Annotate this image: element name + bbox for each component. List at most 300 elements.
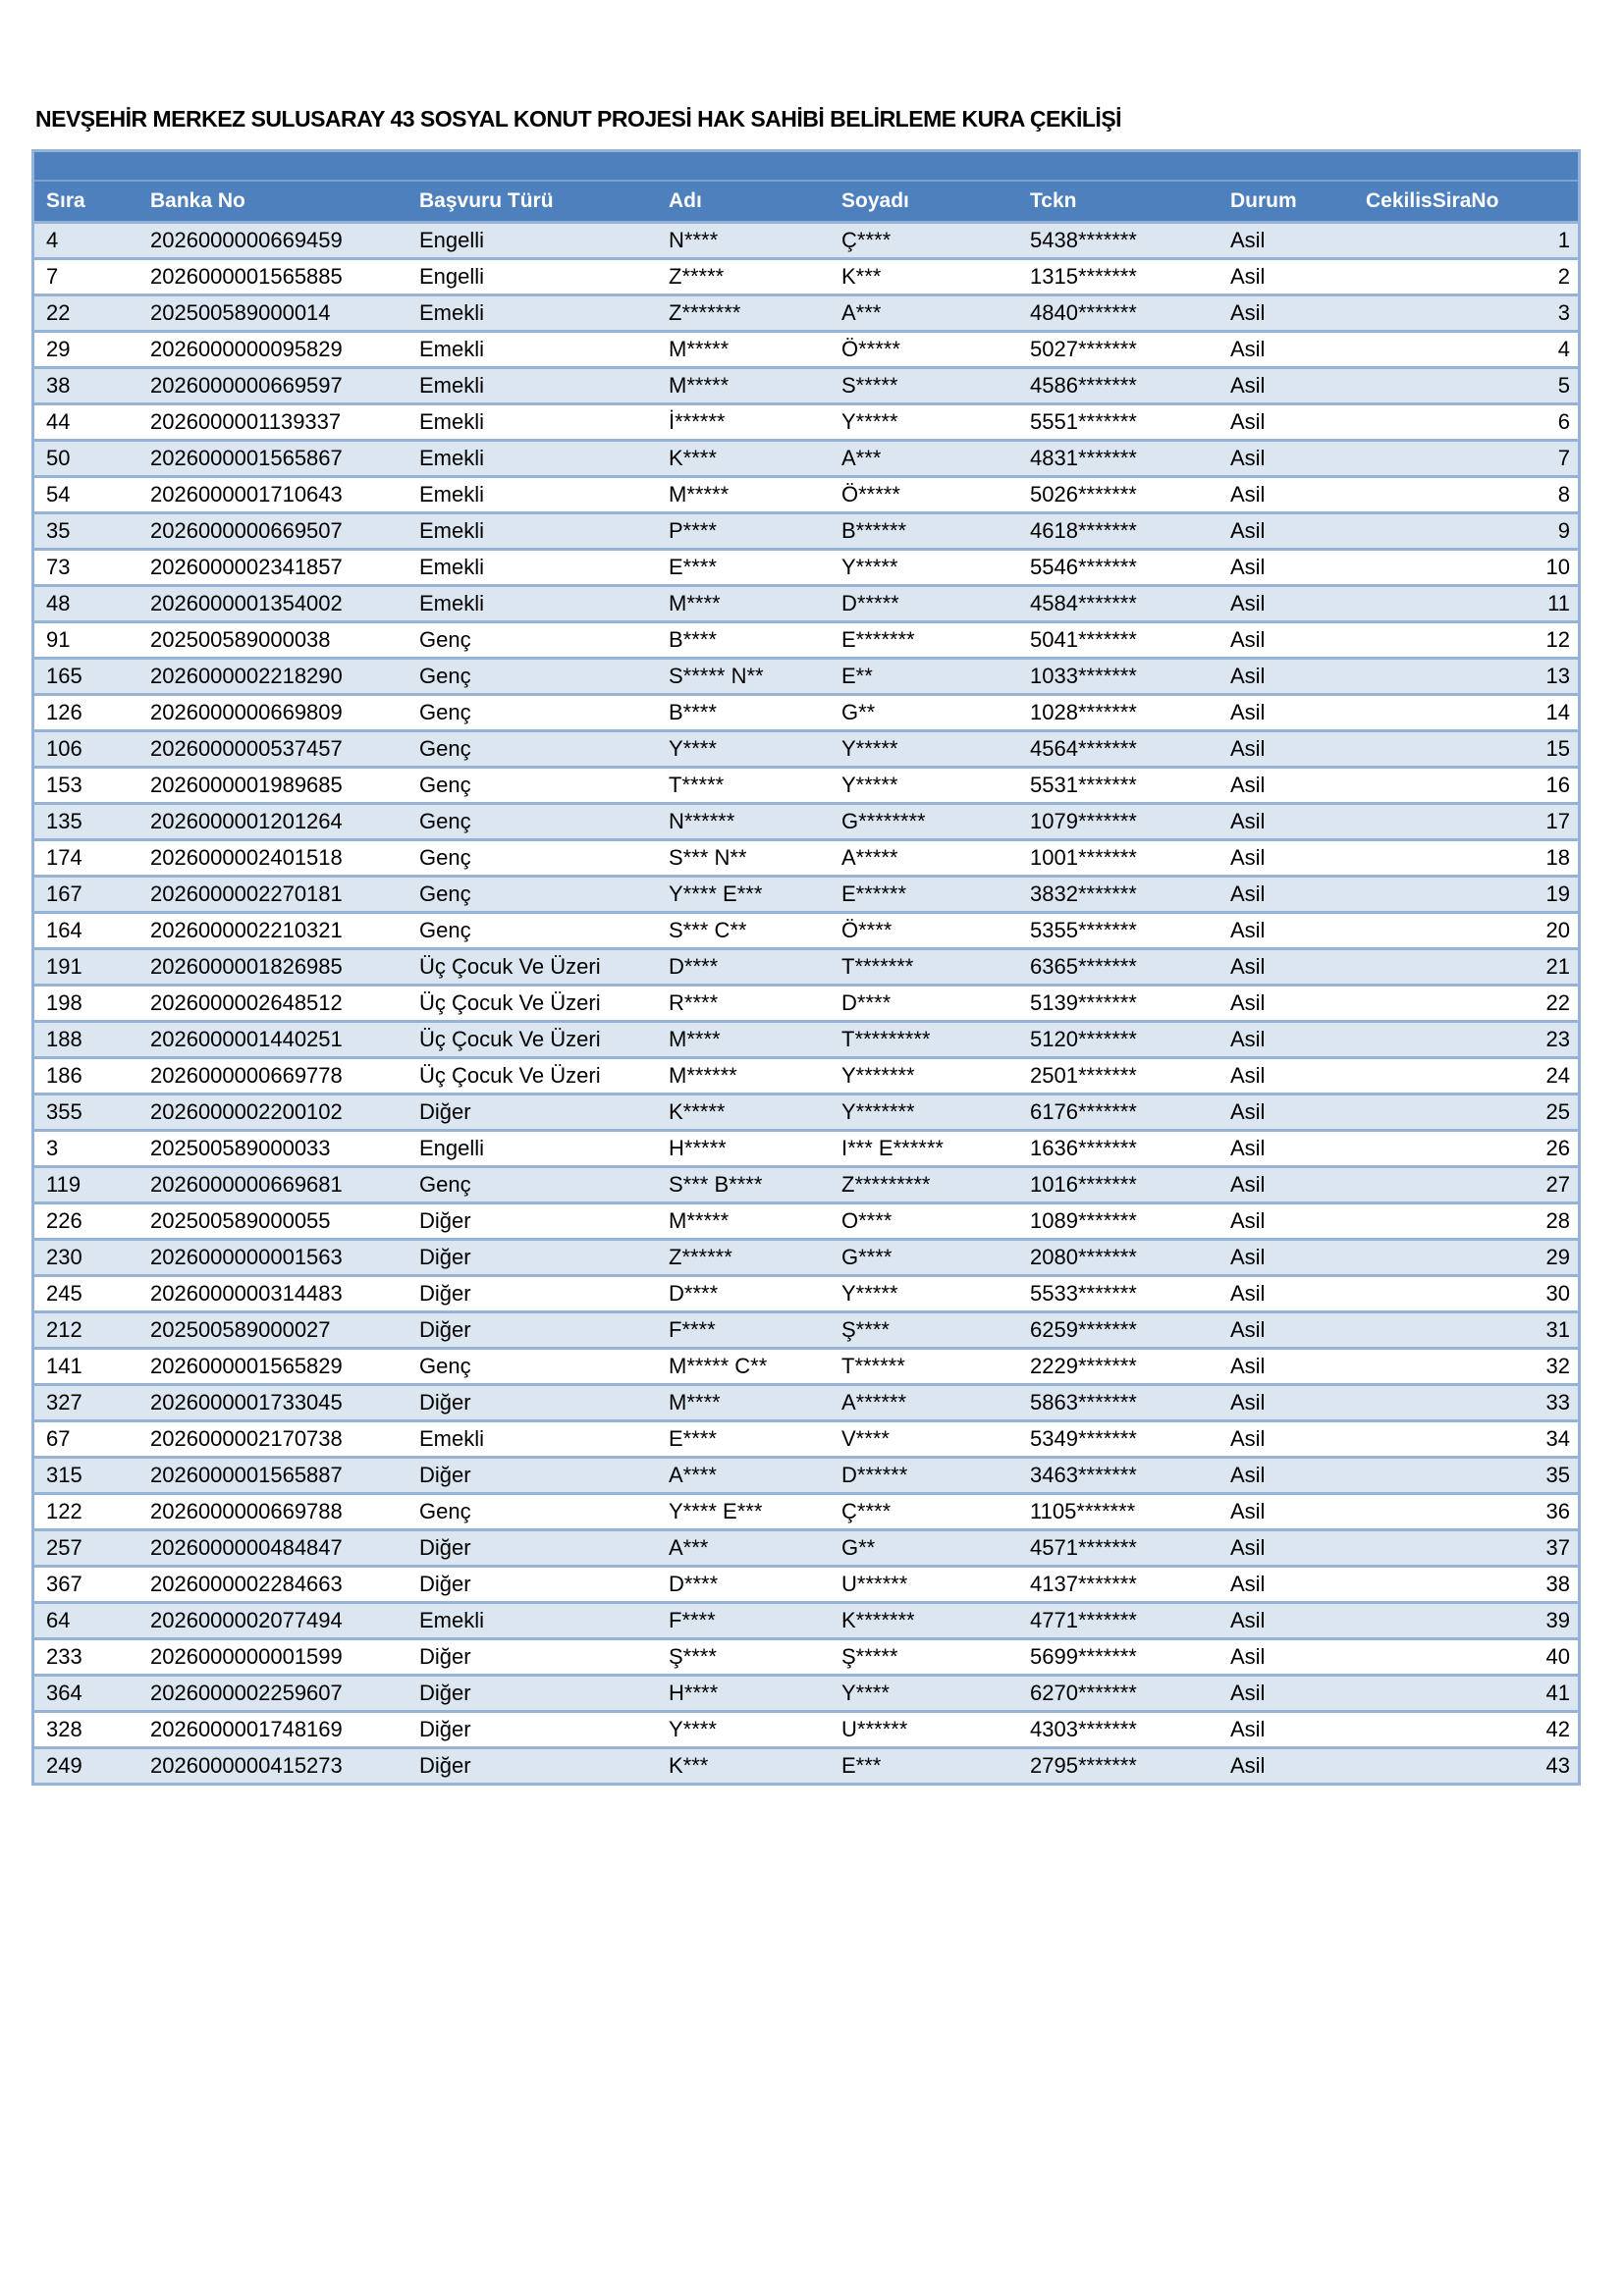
cell-adi: N****** [657, 802, 830, 838]
table-row [34, 1165, 1578, 1201]
cell-banka-no: 202500589000014 [138, 294, 407, 330]
cell-soyadi: E** [830, 657, 1018, 693]
cell-durum: Asil [1218, 1492, 1354, 1528]
cell-sira: 364 [34, 1674, 138, 1710]
cell-tckn: 1636******* [1018, 1129, 1218, 1165]
cell-adi: İ****** [657, 402, 830, 439]
cell-banka-no: 2026000000537457 [138, 729, 407, 766]
cell-adi: S*** C** [657, 911, 830, 947]
cell-cekilis-sira-no: 40 [1354, 1637, 1578, 1674]
column-header-tckn: Tckn [1018, 182, 1218, 221]
cell-basvuru-turu: Emekli [407, 294, 657, 330]
table-row [34, 1238, 1578, 1274]
cell-durum: Asil [1218, 1347, 1354, 1383]
cell-tckn: 2080******* [1018, 1238, 1218, 1274]
cell-sira: 126 [34, 693, 138, 729]
table-row [34, 657, 1578, 693]
cell-soyadi: Y***** [830, 766, 1018, 802]
cell-cekilis-sira-no: 43 [1354, 1746, 1578, 1783]
cell-cekilis-sira-no: 27 [1354, 1165, 1578, 1201]
table-row [34, 1565, 1578, 1601]
cell-cekilis-sira-no: 32 [1354, 1347, 1578, 1383]
cell-adi: M**** [657, 584, 830, 620]
cell-durum: Asil [1218, 1419, 1354, 1456]
cell-adi: Z******* [657, 294, 830, 330]
cell-adi: Y**** E*** [657, 1492, 830, 1528]
cell-cekilis-sira-no: 11 [1354, 584, 1578, 620]
cell-banka-no: 2026000000484847 [138, 1528, 407, 1565]
cell-durum: Asil [1218, 1674, 1354, 1710]
cell-tckn: 4586******* [1018, 366, 1218, 402]
cell-tckn: 4584******* [1018, 584, 1218, 620]
cell-banka-no: 2026000002401518 [138, 838, 407, 875]
table-row [34, 1637, 1578, 1674]
cell-banka-no: 2026000002648512 [138, 984, 407, 1020]
cell-sira: 233 [34, 1637, 138, 1674]
cell-tckn: 2229******* [1018, 1347, 1218, 1383]
cell-cekilis-sira-no: 25 [1354, 1093, 1578, 1129]
cell-soyadi: A****** [830, 1383, 1018, 1419]
cell-basvuru-turu: Diğer [407, 1456, 657, 1492]
cell-soyadi: D***** [830, 584, 1018, 620]
cell-soyadi: Y******* [830, 1093, 1018, 1129]
cell-basvuru-turu: Genç [407, 802, 657, 838]
cell-sira: 106 [34, 729, 138, 766]
cell-durum: Asil [1218, 838, 1354, 875]
cell-durum: Asil [1218, 947, 1354, 984]
cell-adi: E**** [657, 548, 830, 584]
cell-sira: 327 [34, 1383, 138, 1419]
cell-basvuru-turu: Emekli [407, 511, 657, 548]
cell-cekilis-sira-no: 5 [1354, 366, 1578, 402]
cell-tckn: 5551******* [1018, 402, 1218, 439]
cell-adi: S*** B**** [657, 1165, 830, 1201]
table-row [34, 221, 1578, 257]
cell-cekilis-sira-no: 13 [1354, 657, 1578, 693]
cell-sira: 355 [34, 1093, 138, 1129]
cell-durum: Asil [1218, 1165, 1354, 1201]
cell-sira: 3 [34, 1129, 138, 1165]
cell-adi: D**** [657, 1565, 830, 1601]
cell-tckn: 2501******* [1018, 1056, 1218, 1093]
table-row [34, 1492, 1578, 1528]
cell-banka-no: 2026000002270181 [138, 875, 407, 911]
table-row [34, 1274, 1578, 1310]
cell-adi: M***** [657, 366, 830, 402]
cell-cekilis-sira-no: 28 [1354, 1201, 1578, 1238]
cell-tckn: 5355******* [1018, 911, 1218, 947]
cell-banka-no: 2026000001733045 [138, 1383, 407, 1419]
cell-adi: K**** [657, 439, 830, 475]
cell-tckn: 4571******* [1018, 1528, 1218, 1565]
cell-soyadi: Ö**** [830, 911, 1018, 947]
cell-sira: 191 [34, 947, 138, 984]
table-row [34, 1746, 1578, 1783]
cell-sira: 141 [34, 1347, 138, 1383]
cell-tckn: 6365******* [1018, 947, 1218, 984]
cell-banka-no: 2026000001354002 [138, 584, 407, 620]
cell-tckn: 5349******* [1018, 1419, 1218, 1456]
cell-adi: F**** [657, 1310, 830, 1347]
cell-adi: K*** [657, 1746, 830, 1783]
cell-cekilis-sira-no: 1 [1354, 221, 1578, 257]
cell-basvuru-turu: Diğer [407, 1637, 657, 1674]
column-header-soyadi: Soyadı [830, 182, 1018, 221]
cell-sira: 212 [34, 1310, 138, 1347]
cell-banka-no: 2026000002200102 [138, 1093, 407, 1129]
cell-banka-no: 2026000002259607 [138, 1674, 407, 1710]
cell-durum: Asil [1218, 766, 1354, 802]
cell-soyadi: B****** [830, 511, 1018, 548]
cell-cekilis-sira-no: 42 [1354, 1710, 1578, 1746]
cell-basvuru-turu: Genç [407, 657, 657, 693]
cell-basvuru-turu: Engelli [407, 257, 657, 294]
cell-basvuru-turu: Emekli [407, 584, 657, 620]
cell-tckn: 5026******* [1018, 475, 1218, 511]
cell-adi: Z****** [657, 1238, 830, 1274]
table-row [34, 1310, 1578, 1347]
cell-soyadi: Y***** [830, 729, 1018, 766]
cell-sira: 38 [34, 366, 138, 402]
cell-cekilis-sira-no: 8 [1354, 475, 1578, 511]
cell-durum: Asil [1218, 657, 1354, 693]
cell-durum: Asil [1218, 439, 1354, 475]
cell-cekilis-sira-no: 7 [1354, 439, 1578, 475]
table-row [34, 1383, 1578, 1419]
cell-tckn: 4618******* [1018, 511, 1218, 548]
cell-tckn: 1016******* [1018, 1165, 1218, 1201]
cell-adi: S*** N** [657, 838, 830, 875]
cell-sira: 44 [34, 402, 138, 439]
cell-durum: Asil [1218, 1274, 1354, 1310]
cell-soyadi: E****** [830, 875, 1018, 911]
cell-sira: 174 [34, 838, 138, 875]
cell-soyadi: G** [830, 693, 1018, 729]
cell-durum: Asil [1218, 1746, 1354, 1783]
cell-basvuru-turu: Üç Çocuk Ve Üzeri [407, 1020, 657, 1056]
cell-banka-no: 2026000000669788 [138, 1492, 407, 1528]
cell-sira: 186 [34, 1056, 138, 1093]
cell-basvuru-turu: Diğer [407, 1710, 657, 1746]
cell-sira: 167 [34, 875, 138, 911]
cell-basvuru-turu: Üç Çocuk Ve Üzeri [407, 1056, 657, 1093]
page-title: NEVŞEHİR MERKEZ SULUSARAY 43 SOSYAL KONUT PROJESİ HAK SAHİBİ BELİRLEME KURA ÇEKİLİŞİ [35, 106, 1122, 132]
cell-adi: M***** C** [657, 1347, 830, 1383]
cell-soyadi: Ö***** [830, 475, 1018, 511]
table-row [34, 1456, 1578, 1492]
cell-basvuru-turu: Diğer [407, 1201, 657, 1238]
cell-soyadi: V**** [830, 1419, 1018, 1456]
cell-cekilis-sira-no: 17 [1354, 802, 1578, 838]
cell-soyadi: D**** [830, 984, 1018, 1020]
cell-cekilis-sira-no: 26 [1354, 1129, 1578, 1165]
cell-basvuru-turu: Emekli [407, 402, 657, 439]
cell-soyadi: A*** [830, 439, 1018, 475]
table-row [34, 330, 1578, 366]
column-header-durum: Durum [1218, 182, 1354, 221]
cell-cekilis-sira-no: 6 [1354, 402, 1578, 439]
column-header-cekilis-sira-no: CekilisSiraNo [1354, 182, 1578, 221]
cell-sira: 48 [34, 584, 138, 620]
cell-sira: 54 [34, 475, 138, 511]
cell-basvuru-turu: Diğer [407, 1274, 657, 1310]
cell-durum: Asil [1218, 1383, 1354, 1419]
header-spacer-row [34, 152, 1578, 182]
cell-tckn: 1089******* [1018, 1201, 1218, 1238]
cell-banka-no: 2026000001440251 [138, 1020, 407, 1056]
cell-sira: 119 [34, 1165, 138, 1201]
cell-tckn: 1033******* [1018, 657, 1218, 693]
cell-soyadi: T********* [830, 1020, 1018, 1056]
cell-tckn: 4564******* [1018, 729, 1218, 766]
cell-banka-no: 202500589000038 [138, 620, 407, 657]
cell-adi: T***** [657, 766, 830, 802]
table-row [34, 1093, 1578, 1129]
cell-basvuru-turu: Diğer [407, 1383, 657, 1419]
cell-banka-no: 2026000000095829 [138, 330, 407, 366]
cell-banka-no: 2026000002210321 [138, 911, 407, 947]
cell-cekilis-sira-no: 39 [1354, 1601, 1578, 1637]
cell-basvuru-turu: Genç [407, 620, 657, 657]
cell-soyadi: K******* [830, 1601, 1018, 1637]
cell-soyadi: E*** [830, 1746, 1018, 1783]
cell-durum: Asil [1218, 548, 1354, 584]
cell-sira: 226 [34, 1201, 138, 1238]
cell-soyadi: T****** [830, 1347, 1018, 1383]
cell-banka-no: 2026000001710643 [138, 475, 407, 511]
cell-basvuru-turu: Genç [407, 838, 657, 875]
table-row [34, 875, 1578, 911]
cell-sira: 50 [34, 439, 138, 475]
cell-banka-no: 2026000000669507 [138, 511, 407, 548]
cell-soyadi: Ö***** [830, 330, 1018, 366]
table-row [34, 548, 1578, 584]
cell-adi: Ş**** [657, 1637, 830, 1674]
column-header-basvuru-turu: Başvuru Türü [407, 182, 657, 221]
cell-adi: N**** [657, 221, 830, 257]
table-row [34, 1129, 1578, 1165]
cell-tckn: 3463******* [1018, 1456, 1218, 1492]
cell-soyadi: A***** [830, 838, 1018, 875]
cell-banka-no: 202500589000055 [138, 1201, 407, 1238]
cell-adi: D**** [657, 947, 830, 984]
cell-tckn: 6270******* [1018, 1674, 1218, 1710]
cell-cekilis-sira-no: 9 [1354, 511, 1578, 548]
cell-banka-no: 2026000001565829 [138, 1347, 407, 1383]
cell-tckn: 4831******* [1018, 439, 1218, 475]
cell-cekilis-sira-no: 20 [1354, 911, 1578, 947]
cell-tckn: 5531******* [1018, 766, 1218, 802]
cell-sira: 188 [34, 1020, 138, 1056]
cell-banka-no: 2026000000001599 [138, 1637, 407, 1674]
cell-basvuru-turu: Emekli [407, 330, 657, 366]
cell-soyadi: G** [830, 1528, 1018, 1565]
cell-adi: E**** [657, 1419, 830, 1456]
cell-tckn: 1001******* [1018, 838, 1218, 875]
cell-adi: M**** [657, 1020, 830, 1056]
cell-tckn: 6259******* [1018, 1310, 1218, 1347]
cell-durum: Asil [1218, 911, 1354, 947]
cell-sira: 165 [34, 657, 138, 693]
cell-soyadi: Y***** [830, 548, 1018, 584]
cell-cekilis-sira-no: 29 [1354, 1238, 1578, 1274]
cell-basvuru-turu: Emekli [407, 366, 657, 402]
cell-cekilis-sira-no: 34 [1354, 1419, 1578, 1456]
cell-banka-no: 2026000000415273 [138, 1746, 407, 1783]
cell-basvuru-turu: Diğer [407, 1093, 657, 1129]
cell-tckn: 4303******* [1018, 1710, 1218, 1746]
cell-durum: Asil [1218, 1201, 1354, 1238]
table-row [34, 947, 1578, 984]
cell-durum: Asil [1218, 330, 1354, 366]
table-row [34, 584, 1578, 620]
cell-banka-no: 2026000002077494 [138, 1601, 407, 1637]
cell-soyadi: U****** [830, 1710, 1018, 1746]
cell-adi: S***** N** [657, 657, 830, 693]
cell-cekilis-sira-no: 16 [1354, 766, 1578, 802]
cell-sira: 91 [34, 620, 138, 657]
cell-tckn: 1028******* [1018, 693, 1218, 729]
cell-banka-no: 2026000000669597 [138, 366, 407, 402]
cell-cekilis-sira-no: 41 [1354, 1674, 1578, 1710]
cell-durum: Asil [1218, 1601, 1354, 1637]
cell-soyadi: S***** [830, 366, 1018, 402]
cell-basvuru-turu: Genç [407, 766, 657, 802]
cell-durum: Asil [1218, 1238, 1354, 1274]
cell-basvuru-turu: Diğer [407, 1746, 657, 1783]
cell-tckn: 5041******* [1018, 620, 1218, 657]
table-row [34, 838, 1578, 875]
cell-cekilis-sira-no: 4 [1354, 330, 1578, 366]
table-row [34, 439, 1578, 475]
cell-cekilis-sira-no: 31 [1354, 1310, 1578, 1347]
cell-durum: Asil [1218, 294, 1354, 330]
cell-durum: Asil [1218, 729, 1354, 766]
cell-durum: Asil [1218, 1310, 1354, 1347]
cell-durum: Asil [1218, 1456, 1354, 1492]
cell-tckn: 5699******* [1018, 1637, 1218, 1674]
cell-sira: 230 [34, 1238, 138, 1274]
cell-adi: K***** [657, 1093, 830, 1129]
table-row [34, 693, 1578, 729]
cell-banka-no: 2026000001826985 [138, 947, 407, 984]
cell-adi: M***** [657, 330, 830, 366]
cell-basvuru-turu: Üç Çocuk Ve Üzeri [407, 984, 657, 1020]
cell-basvuru-turu: Engelli [407, 221, 657, 257]
cell-sira: 29 [34, 330, 138, 366]
cell-cekilis-sira-no: 24 [1354, 1056, 1578, 1093]
cell-basvuru-turu: Emekli [407, 439, 657, 475]
column-header-sira: Sıra [34, 182, 138, 221]
table-row [34, 1710, 1578, 1746]
cell-soyadi: Y******* [830, 1056, 1018, 1093]
table-row [34, 257, 1578, 294]
cell-adi: B**** [657, 620, 830, 657]
cell-basvuru-turu: Genç [407, 911, 657, 947]
cell-durum: Asil [1218, 984, 1354, 1020]
cell-basvuru-turu: Diğer [407, 1238, 657, 1274]
cell-durum: Asil [1218, 366, 1354, 402]
table-row [34, 366, 1578, 402]
cell-banka-no: 2026000001565867 [138, 439, 407, 475]
table-row [34, 766, 1578, 802]
cell-durum: Asil [1218, 620, 1354, 657]
cell-tckn: 6176******* [1018, 1093, 1218, 1129]
cell-basvuru-turu: Üç Çocuk Ve Üzeri [407, 947, 657, 984]
cell-tckn: 4137******* [1018, 1565, 1218, 1601]
cell-sira: 367 [34, 1565, 138, 1601]
cell-soyadi: U****** [830, 1565, 1018, 1601]
cell-sira: 315 [34, 1456, 138, 1492]
cell-adi: B**** [657, 693, 830, 729]
cell-durum: Asil [1218, 1710, 1354, 1746]
cell-cekilis-sira-no: 22 [1354, 984, 1578, 1020]
cell-soyadi: Ş**** [830, 1310, 1018, 1347]
cell-sira: 198 [34, 984, 138, 1020]
cell-durum: Asil [1218, 802, 1354, 838]
table-row [34, 984, 1578, 1020]
cell-basvuru-turu: Genç [407, 1165, 657, 1201]
table-row [34, 1674, 1578, 1710]
cell-sira: 4 [34, 221, 138, 257]
cell-sira: 257 [34, 1528, 138, 1565]
cell-basvuru-turu: Engelli [407, 1129, 657, 1165]
cell-cekilis-sira-no: 33 [1354, 1383, 1578, 1419]
table-row [34, 1419, 1578, 1456]
cell-adi: H***** [657, 1129, 830, 1165]
cell-soyadi: T******* [830, 947, 1018, 984]
cell-soyadi: G**** [830, 1238, 1018, 1274]
column-header-banka-no: Banka No [138, 182, 407, 221]
cell-adi: F**** [657, 1601, 830, 1637]
cell-adi: R**** [657, 984, 830, 1020]
cell-basvuru-turu: Genç [407, 1492, 657, 1528]
cell-cekilis-sira-no: 38 [1354, 1565, 1578, 1601]
cell-banka-no: 2026000000314483 [138, 1274, 407, 1310]
cell-adi: D**** [657, 1274, 830, 1310]
cell-banka-no: 2026000000669681 [138, 1165, 407, 1201]
cell-cekilis-sira-no: 36 [1354, 1492, 1578, 1528]
cell-durum: Asil [1218, 221, 1354, 257]
cell-sira: 153 [34, 766, 138, 802]
cell-basvuru-turu: Diğer [407, 1528, 657, 1565]
table-row [34, 911, 1578, 947]
cell-banka-no: 2026000001989685 [138, 766, 407, 802]
cell-durum: Asil [1218, 1020, 1354, 1056]
cell-basvuru-turu: Genç [407, 729, 657, 766]
cell-sira: 22 [34, 294, 138, 330]
table-row [34, 1528, 1578, 1565]
cell-cekilis-sira-no: 21 [1354, 947, 1578, 984]
cell-sira: 328 [34, 1710, 138, 1746]
cell-banka-no: 2026000002170738 [138, 1419, 407, 1456]
cell-sira: 35 [34, 511, 138, 548]
cell-durum: Asil [1218, 1565, 1354, 1601]
cell-soyadi: Y**** [830, 1674, 1018, 1710]
cell-adi: Y**** E*** [657, 875, 830, 911]
cell-basvuru-turu: Genç [407, 875, 657, 911]
cell-banka-no: 2026000000669809 [138, 693, 407, 729]
cell-soyadi: Y***** [830, 402, 1018, 439]
cell-banka-no: 2026000000669778 [138, 1056, 407, 1093]
cell-cekilis-sira-no: 15 [1354, 729, 1578, 766]
cell-sira: 164 [34, 911, 138, 947]
cell-adi: Y**** [657, 1710, 830, 1746]
cell-durum: Asil [1218, 1637, 1354, 1674]
cell-basvuru-turu: Emekli [407, 548, 657, 584]
cell-banka-no: 2026000000669459 [138, 221, 407, 257]
cell-cekilis-sira-no: 2 [1354, 257, 1578, 294]
